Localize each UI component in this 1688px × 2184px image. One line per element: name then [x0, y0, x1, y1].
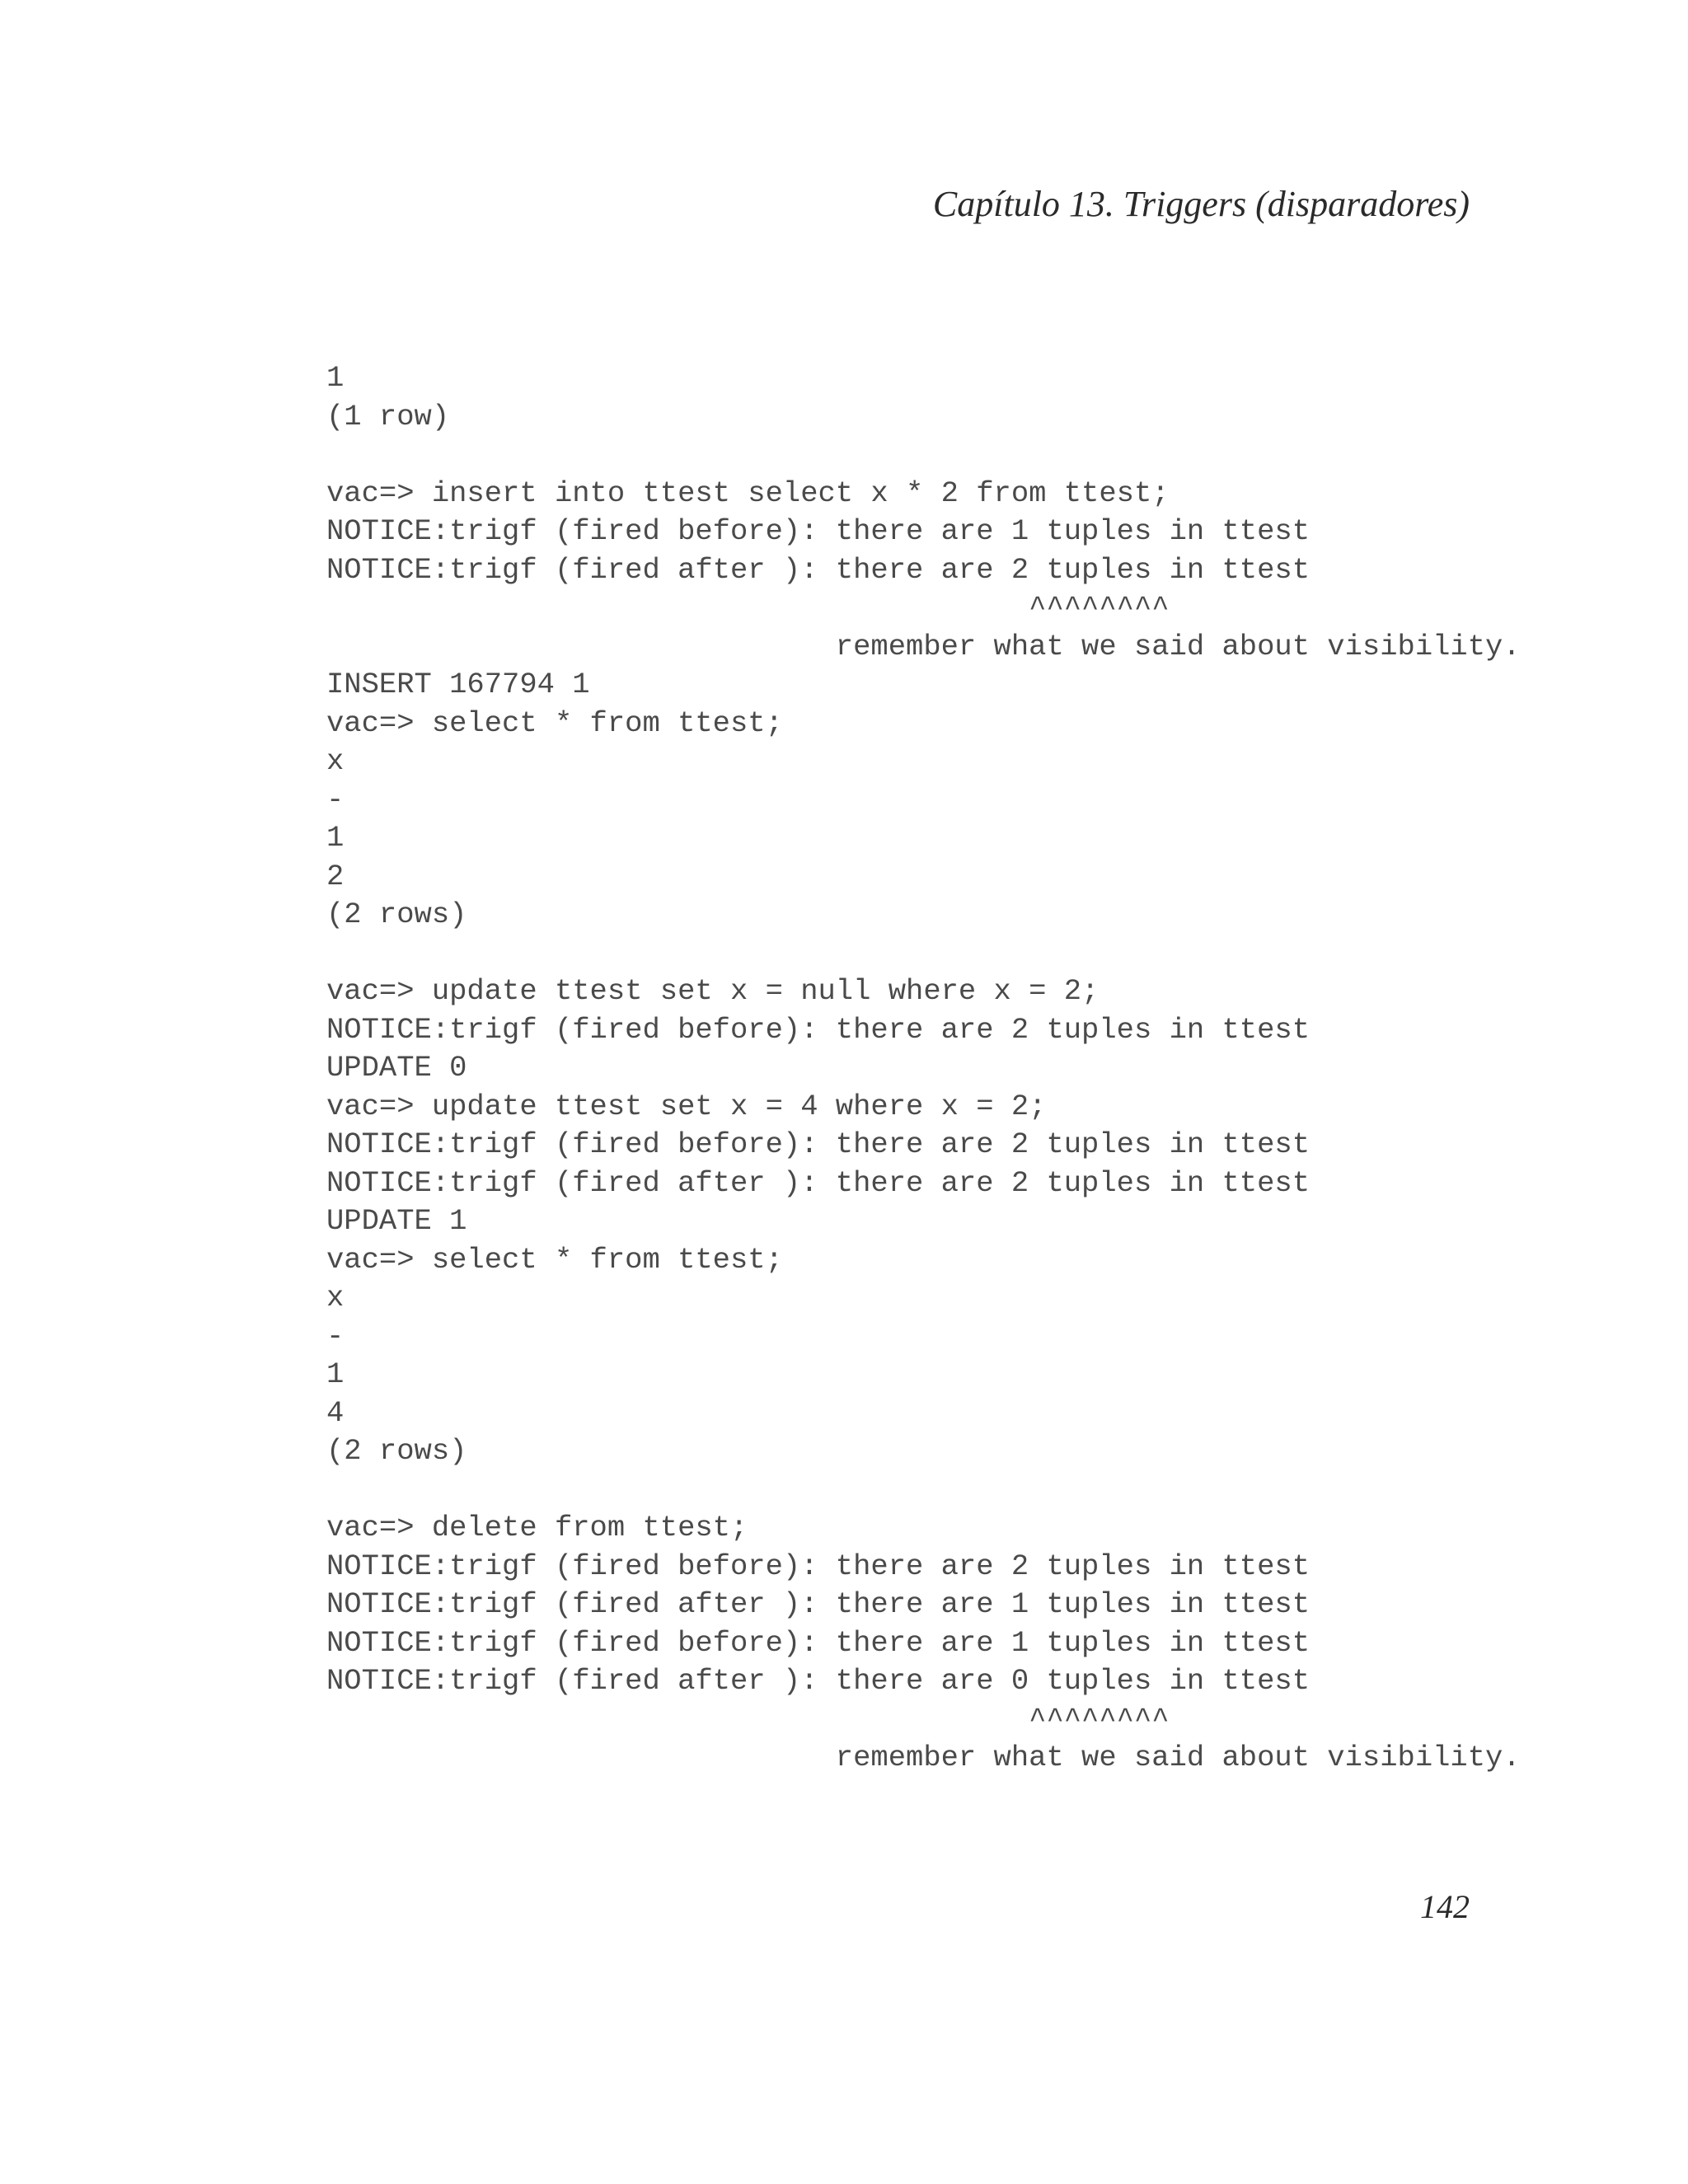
code-line: NOTICE:trigf (fired before): there are 1 tuples in ttest	[326, 1625, 1310, 1660]
code-line	[326, 1471, 1521, 1510]
code-line: 1	[326, 1357, 345, 1391]
code-line: remember what we said about visibility.	[326, 1741, 1521, 1774]
code-line: (1 row)	[326, 399, 450, 434]
code-line: 1	[326, 361, 345, 395]
code-line: NOTICE:trigf (fired after ): there are 2 tuples in ttest	[326, 1165, 1310, 1200]
code-line: UPDATE 0	[326, 1051, 467, 1085]
code-line: NOTICE:trigf (fired before): there are 1 tuples in ttest	[326, 514, 1310, 548]
code-line: NOTICE:trigf (fired before): there are 2 tuples in ttest	[326, 1127, 1310, 1161]
chapter-running-header: Capítulo 13. Triggers (disparadores)	[932, 184, 1470, 224]
page-number: 142	[1420, 1888, 1470, 1925]
code-line: vac=> delete from ttest;	[326, 1511, 748, 1544]
code-line: NOTICE:trigf (fired before): there are 2 tuples in ttest	[326, 1549, 1310, 1583]
code-line: vac=> insert into ttest select x * 2 from ttest;	[326, 476, 1170, 510]
code-line: NOTICE:trigf (fired before): there are 2 tuples in ttest	[326, 1012, 1310, 1047]
code-line: vac=> update ttest set x = null where x = 2;	[326, 974, 1100, 1008]
code-line: UPDATE 1	[326, 1204, 467, 1238]
code-line	[326, 935, 1521, 973]
code-line: NOTICE:trigf (fired after ): there are 1 tuples in ttest	[326, 1587, 1310, 1621]
code-line: INSERT 167794 1	[326, 668, 590, 701]
code-line: 1	[326, 821, 345, 855]
code-line: -	[326, 1319, 345, 1353]
code-line: remember what we said about visibility.	[326, 629, 1521, 663]
code-line: NOTICE:trigf (fired after ): there are 2 tuples in ttest	[326, 552, 1310, 587]
code-line: (2 rows)	[326, 1434, 467, 1468]
code-listing	[326, 359, 1521, 1778]
code-line: x	[326, 1281, 345, 1315]
code-line: 2	[326, 859, 345, 893]
code-line	[326, 436, 1521, 475]
code-line: (2 rows)	[326, 898, 467, 931]
code-line: 4	[326, 1395, 345, 1430]
code-line: vac=> select * from ttest;	[326, 1242, 783, 1277]
code-line: -	[326, 782, 345, 817]
code-line: ^^^^^^^^	[326, 591, 1170, 625]
code-line: NOTICE:trigf (fired after ): there are 0 tuples in ttest	[326, 1664, 1310, 1698]
code-line: x	[326, 744, 345, 778]
code-line: ^^^^^^^^	[326, 1702, 1170, 1736]
code-line: vac=> select * from ttest;	[326, 705, 783, 740]
code-line: vac=> update ttest set x = 4 where x = 2;	[326, 1089, 1047, 1123]
